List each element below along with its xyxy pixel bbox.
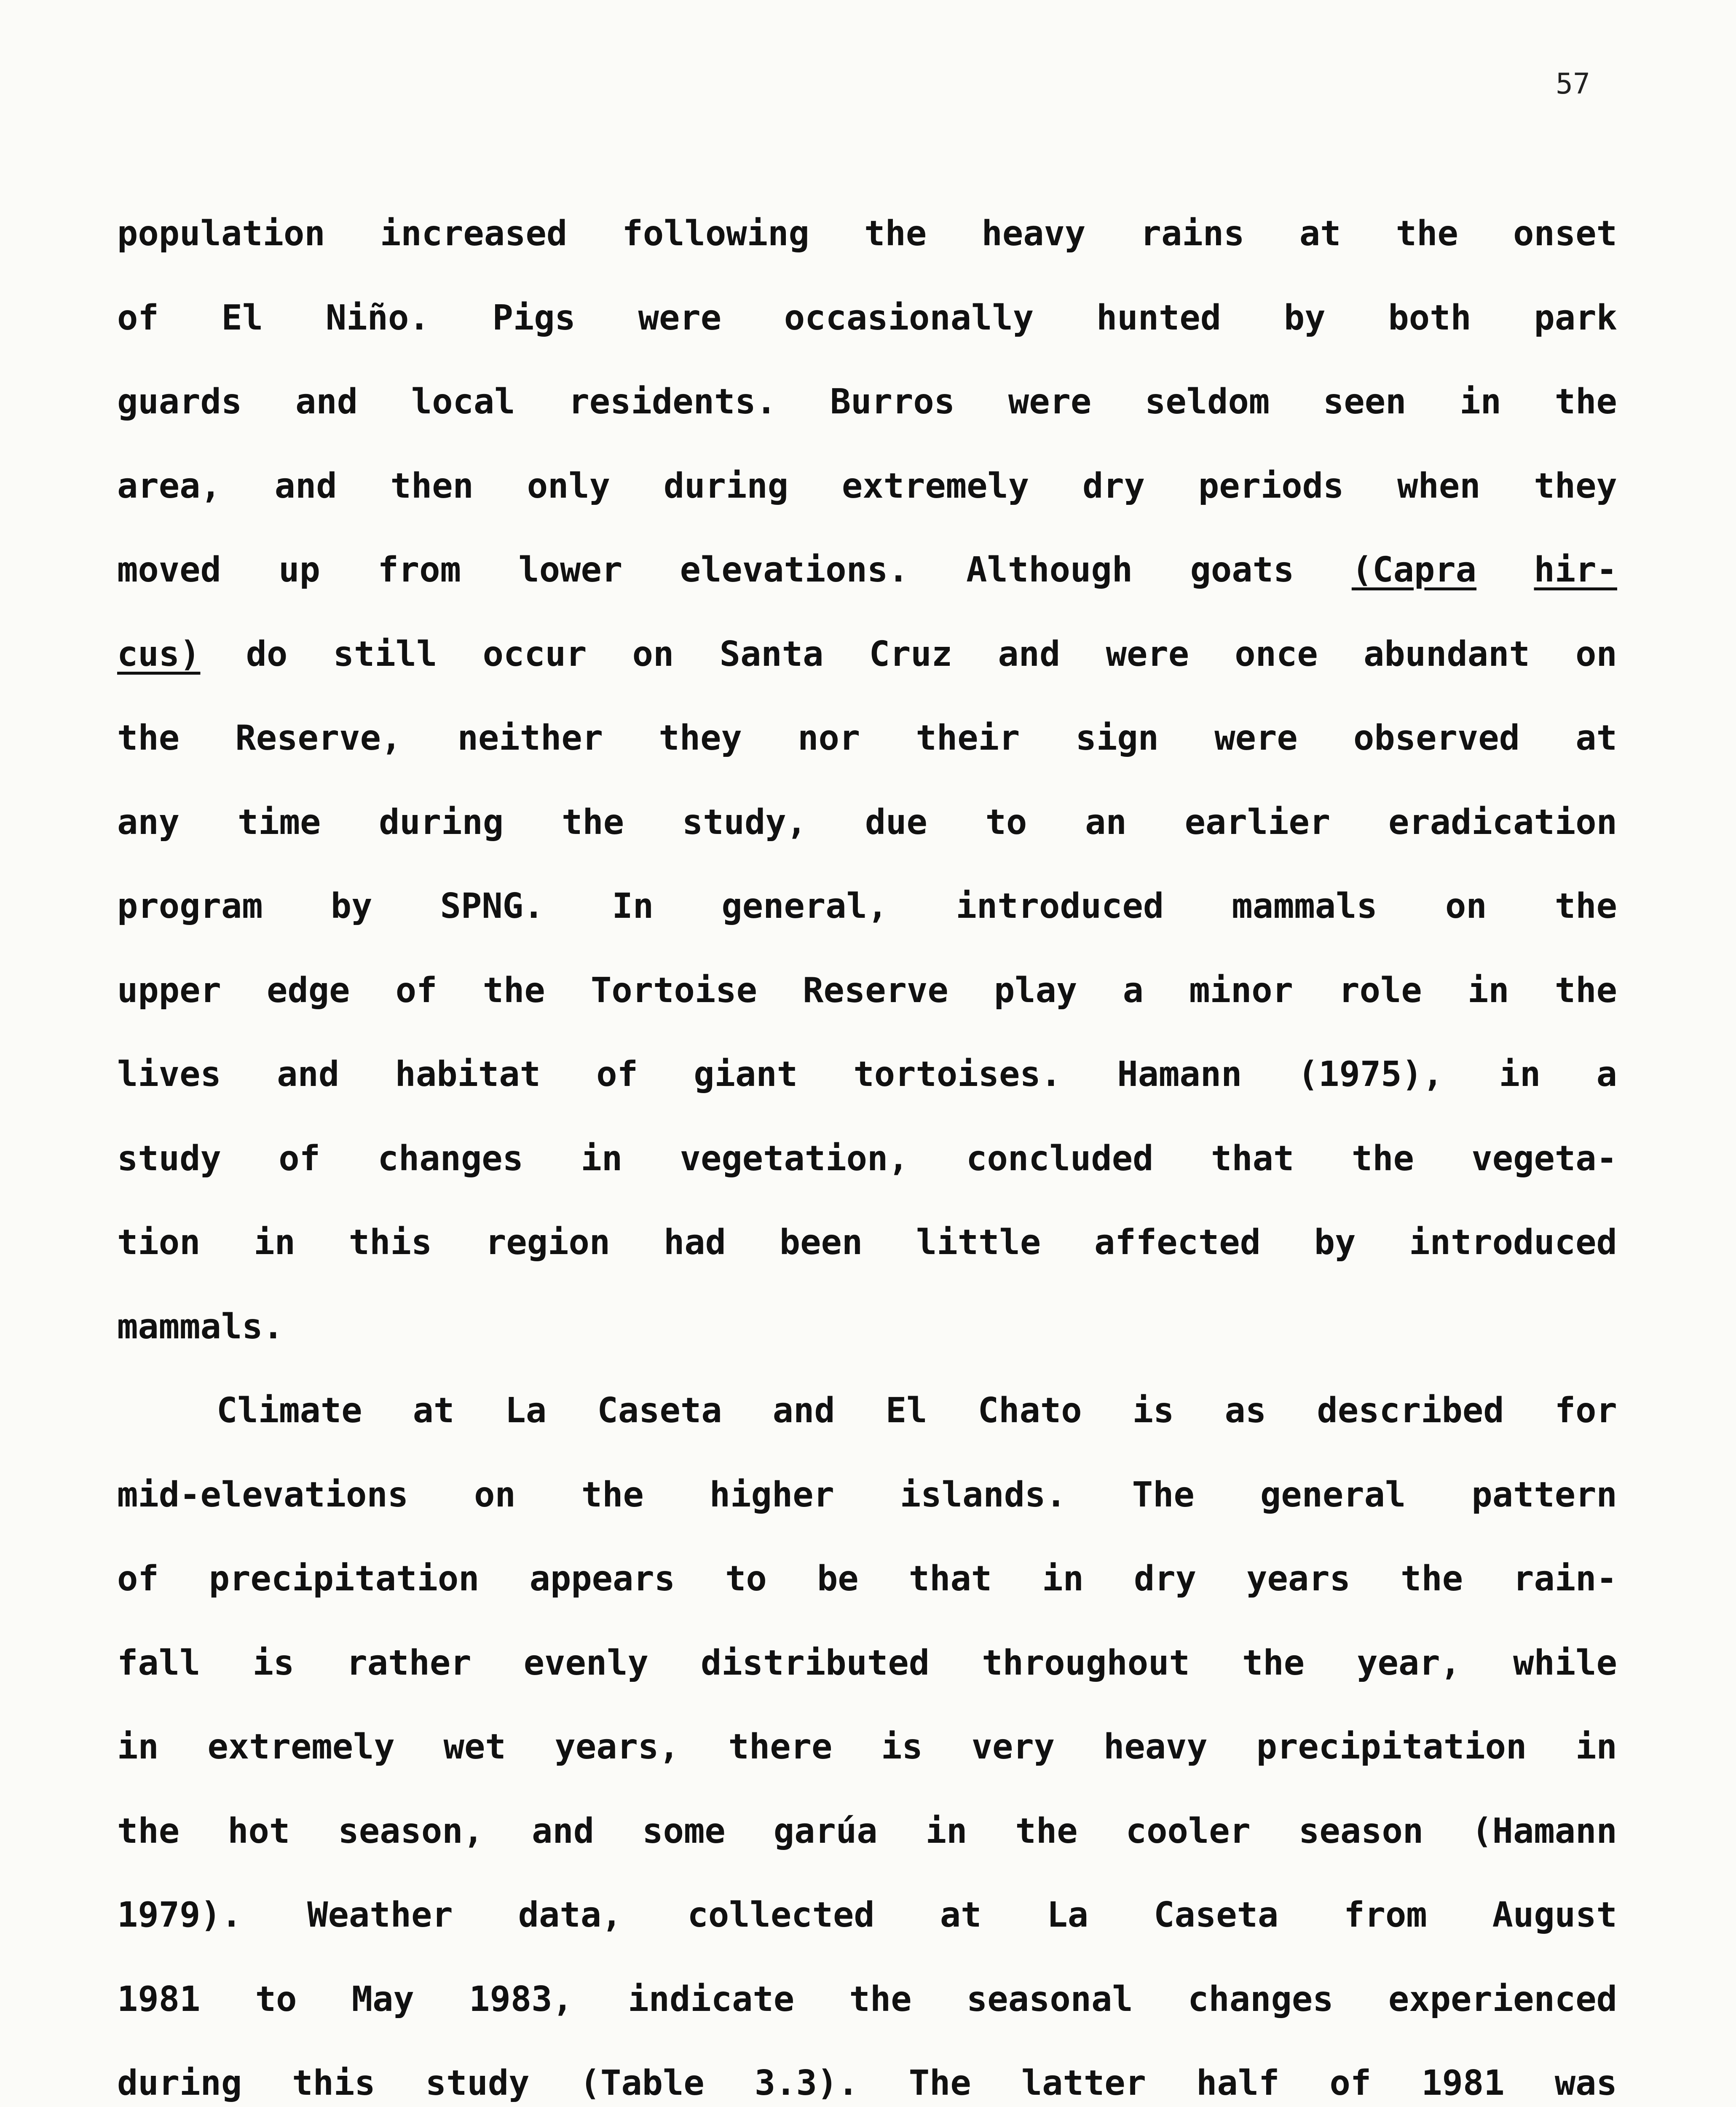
word: in [254, 1222, 295, 1263]
word: described [1317, 1391, 1504, 1431]
word: by [330, 886, 372, 926]
word: Reserve [803, 970, 948, 1011]
word: latter [1021, 2063, 1147, 2103]
word: moved [117, 550, 221, 590]
word: to [255, 1979, 297, 2019]
text-line-words [117, 547, 1617, 593]
italic-term-word: (Capra [1351, 550, 1477, 590]
word: lives [117, 1054, 221, 1094]
italic-term-word: cus) [117, 634, 201, 674]
word: and [532, 1811, 595, 1851]
word: periods [1198, 466, 1344, 506]
word: for [1554, 1391, 1617, 1431]
word: (Hamann [1471, 1811, 1617, 1851]
word: a [1596, 1054, 1617, 1094]
word: concluded [966, 1138, 1154, 1179]
word: their [916, 718, 1020, 758]
word: the [864, 214, 927, 254]
word: at [413, 1391, 455, 1431]
word: of [279, 1138, 321, 1179]
word: due [865, 802, 927, 842]
word: vegeta- [1471, 1138, 1617, 1179]
word: elevations. [680, 550, 909, 590]
word: the [117, 718, 180, 758]
word: Niño. [325, 298, 430, 338]
word: only [527, 466, 611, 506]
text-line-words [117, 1051, 1617, 1098]
word: some [642, 1811, 726, 1851]
word: in [117, 1727, 159, 1767]
word: following [622, 214, 809, 254]
word: the [1242, 1643, 1305, 1683]
word: little [916, 1222, 1041, 1263]
word: the [1351, 1138, 1414, 1179]
word: when [1397, 466, 1481, 506]
word: park [1534, 298, 1617, 338]
word: cooler [1125, 1811, 1251, 1851]
word: 1981 [1421, 2063, 1505, 2103]
word: The [908, 2063, 971, 2103]
word: in [581, 1138, 623, 1179]
word: Reserve, [235, 718, 402, 758]
text-line [117, 295, 1617, 379]
word: goats [1190, 550, 1294, 590]
word: in [1499, 1054, 1541, 1094]
word: La [1047, 1895, 1089, 1935]
word: there [728, 1727, 833, 1767]
word: 3.3). [754, 2063, 859, 2103]
word: neither [457, 718, 603, 758]
word: is [881, 1727, 923, 1767]
word: distributed [701, 1643, 930, 1683]
text-line-words [117, 715, 1617, 761]
word: Caseta [1154, 1895, 1279, 1935]
word: in [1460, 382, 1502, 422]
word: collected [687, 1895, 875, 1935]
text-line [117, 1640, 1617, 1724]
word: from [1344, 1895, 1427, 1935]
word: El [221, 298, 263, 338]
text-line-words [117, 1724, 1617, 1770]
word: residents. [568, 382, 777, 422]
word: region [485, 1222, 611, 1263]
word: year, [1357, 1643, 1461, 1683]
word: precipitation [1256, 1727, 1527, 1767]
word: the [562, 802, 624, 842]
word: Burros [830, 382, 955, 422]
word: on [474, 1474, 516, 1515]
word: and [295, 382, 358, 422]
text-line [117, 631, 1617, 716]
word: the [1554, 970, 1617, 1011]
text-line-words [117, 463, 1617, 509]
word: to [725, 1559, 767, 1599]
word: Santa [719, 634, 824, 674]
word: Although [966, 550, 1133, 590]
text-line-words [117, 211, 1617, 257]
word: general [1260, 1474, 1406, 1515]
word: and [274, 466, 337, 506]
text-line-words [117, 1808, 1617, 1855]
paragraph-first-line [117, 1388, 1617, 1472]
text-line-words [117, 2060, 1617, 2107]
word: Weather [307, 1895, 453, 1935]
text-line [117, 211, 1617, 295]
word: they [1534, 466, 1617, 506]
word: that [908, 1559, 992, 1599]
text-line-words [117, 379, 1617, 425]
word: of [395, 970, 437, 1011]
word: on [1445, 886, 1487, 926]
word: mammals. [117, 1306, 284, 1347]
word: an [1085, 802, 1127, 842]
word: The [1132, 1474, 1195, 1515]
text-line [117, 1220, 1617, 1304]
word: (Table [579, 2063, 705, 2103]
text-line [117, 547, 1617, 631]
word: in [1467, 970, 1509, 1011]
word: mid-elevations [117, 1474, 409, 1515]
word: at [1299, 214, 1341, 254]
word: Cruz [869, 634, 953, 674]
word: pattern [1471, 1474, 1617, 1515]
word: general, [721, 886, 888, 926]
word: changes [1188, 1979, 1334, 2019]
word: seasonal [966, 1979, 1133, 2019]
word: was [1554, 2063, 1617, 2103]
word: earlier [1184, 802, 1331, 842]
word: tion [117, 1222, 201, 1263]
word: data, [518, 1895, 622, 1935]
word: and [998, 634, 1061, 674]
word: (1975), [1297, 1054, 1444, 1094]
word: play [994, 970, 1077, 1011]
word: guards [117, 382, 242, 422]
word: precipitation [209, 1559, 480, 1599]
word: season, [338, 1811, 484, 1851]
text-line-words [117, 1388, 1617, 1434]
word: they [659, 718, 742, 758]
word: onset [1513, 214, 1617, 254]
word: hot [228, 1811, 290, 1851]
word: wet [443, 1727, 506, 1767]
word: minor [1189, 970, 1294, 1011]
word: eradication [1388, 802, 1617, 842]
text-line [117, 1724, 1617, 1808]
word: Tortoise [591, 970, 757, 1011]
text-line-words [117, 1976, 1617, 2023]
word: were [1214, 718, 1298, 758]
word: in [1575, 1727, 1617, 1767]
word: In [612, 886, 654, 926]
word: a [1123, 970, 1144, 1011]
word: introduced [956, 886, 1164, 926]
word: heavy [981, 214, 1086, 254]
word: and [772, 1391, 835, 1431]
word: August [1492, 1895, 1617, 1935]
word: from [378, 550, 461, 590]
word: be [817, 1559, 859, 1599]
word: of [117, 298, 159, 338]
word: up [279, 550, 321, 590]
word: at [1575, 718, 1617, 758]
word: were [1106, 634, 1189, 674]
word: this [348, 1222, 432, 1263]
word: the [1400, 1559, 1463, 1599]
word: population [117, 214, 325, 254]
word: that [1211, 1138, 1294, 1179]
word: 1979). [117, 1895, 242, 1935]
word: local [411, 382, 515, 422]
text-line-words [117, 1472, 1617, 1518]
italic-term-word: hir- [1534, 550, 1617, 590]
word: during [663, 466, 789, 506]
word: then [390, 466, 474, 506]
word: were [1008, 382, 1092, 422]
text-line [117, 883, 1617, 968]
text-line-words [117, 1556, 1617, 1602]
word: program [117, 886, 263, 926]
word: Hamann [1117, 1054, 1242, 1094]
word: May [351, 1979, 414, 2019]
text-line-words [117, 883, 1617, 930]
word: El [885, 1391, 927, 1431]
text-line-words [117, 799, 1617, 846]
word: the [117, 1811, 180, 1851]
word: habitat [395, 1054, 541, 1094]
word: is [1132, 1391, 1174, 1431]
word: islands. [900, 1474, 1066, 1515]
word: once [1235, 634, 1318, 674]
word: by [1314, 1222, 1356, 1263]
text-line [117, 1472, 1617, 1556]
text-line-words [117, 1136, 1617, 1182]
word: the [849, 1979, 912, 2019]
word: the [1396, 214, 1458, 254]
word: garúa [773, 1811, 878, 1851]
text-line-words [117, 1220, 1617, 1266]
word: changes [378, 1138, 524, 1179]
word: time [237, 802, 321, 842]
word: were [638, 298, 722, 338]
word: rains [1140, 214, 1245, 254]
word: vegetation, [680, 1138, 909, 1179]
word: occur [482, 634, 587, 674]
word: during [117, 2063, 242, 2103]
word: 1981 [117, 1979, 201, 2019]
text-line [117, 1556, 1617, 1640]
word: of [596, 1054, 638, 1094]
word: 1983, [469, 1979, 573, 2019]
word: of [117, 1559, 159, 1599]
text-line-words [117, 631, 1617, 678]
word: seldom [1145, 382, 1270, 422]
word: seen [1323, 382, 1406, 422]
word: extremely [841, 466, 1029, 506]
text-line [117, 1304, 1617, 1388]
text-line [117, 2060, 1617, 2107]
word: heavy [1103, 1727, 1208, 1767]
text-line-words [117, 1640, 1617, 1686]
word: throughout [982, 1643, 1190, 1683]
word: the [1554, 886, 1617, 926]
word: study [425, 2063, 530, 2103]
body-text [117, 211, 1617, 2107]
word: sign [1075, 718, 1159, 758]
word: hunted [1096, 298, 1222, 338]
text-line-words [117, 1892, 1617, 1938]
word: fall [117, 1643, 201, 1683]
text-line [117, 799, 1617, 884]
word: edge [267, 970, 350, 1011]
word: do [246, 634, 288, 674]
word: on [632, 634, 674, 674]
word: in [1042, 1559, 1084, 1599]
word: been [779, 1222, 863, 1263]
word: extremely [207, 1727, 395, 1767]
word: at [940, 1895, 982, 1935]
word: Pigs [492, 298, 576, 338]
text-line-words [117, 295, 1617, 341]
text-line-words [117, 968, 1617, 1014]
text-line-words [117, 1304, 1617, 1350]
word: of [1329, 2063, 1372, 2103]
word: evenly [523, 1643, 648, 1683]
word: role [1339, 970, 1422, 1011]
page-number: 57 [1556, 67, 1590, 101]
word: by [1283, 298, 1326, 338]
word: years, [555, 1727, 680, 1767]
word: the [1554, 382, 1617, 422]
word: experienced [1388, 1979, 1617, 2019]
word: study [117, 1138, 221, 1179]
word: observed [1353, 718, 1520, 758]
word: the [581, 1474, 644, 1515]
word: in [925, 1811, 967, 1851]
word: indicate [628, 1979, 795, 2019]
word: tortoises. [853, 1054, 1062, 1094]
word: higher [709, 1474, 834, 1515]
word: increased [380, 214, 568, 254]
text-line [117, 1892, 1617, 1976]
word: both [1388, 298, 1471, 338]
word: Caseta [597, 1391, 722, 1431]
word: appears [529, 1559, 675, 1599]
word: upper [117, 970, 221, 1011]
word: nor [798, 718, 860, 758]
word: while [1513, 1643, 1617, 1683]
word: Chato [978, 1391, 1082, 1431]
word: the [1015, 1811, 1078, 1851]
word: the [482, 970, 545, 1011]
word: years [1246, 1559, 1350, 1599]
word: area, [117, 466, 221, 506]
word: to [985, 802, 1027, 842]
word: occasionally [784, 298, 1034, 338]
word: Climate [217, 1391, 362, 1431]
word: study, [682, 802, 807, 842]
word: La [505, 1391, 547, 1431]
word: rain- [1513, 1559, 1617, 1599]
word: on [1575, 634, 1617, 674]
word: introduced [1409, 1222, 1617, 1263]
word: and [277, 1054, 340, 1094]
text-line [117, 1808, 1617, 1893]
word: is [252, 1643, 295, 1683]
word: dry [1133, 1559, 1197, 1599]
text-line [117, 463, 1617, 547]
word: mammals [1232, 886, 1377, 926]
word: as [1224, 1391, 1267, 1431]
text-line [117, 1051, 1617, 1136]
word: giant [694, 1054, 798, 1094]
word: dry [1082, 466, 1145, 506]
text-line [117, 968, 1617, 1052]
text-line [117, 1136, 1617, 1220]
word: this [292, 2063, 375, 2103]
word: any [117, 802, 180, 842]
word: affected [1094, 1222, 1261, 1263]
word: lower [518, 550, 623, 590]
text-line [117, 1976, 1617, 2061]
word: abundant [1363, 634, 1530, 674]
word: during [379, 802, 504, 842]
word: season [1299, 1811, 1424, 1851]
word: half [1196, 2063, 1280, 2103]
word: rather [346, 1643, 472, 1683]
word: SPNG. [440, 886, 544, 926]
text-line [117, 379, 1617, 463]
word: very [971, 1727, 1055, 1767]
word: had [663, 1222, 726, 1263]
text-line [117, 715, 1617, 799]
word: still [333, 634, 437, 674]
